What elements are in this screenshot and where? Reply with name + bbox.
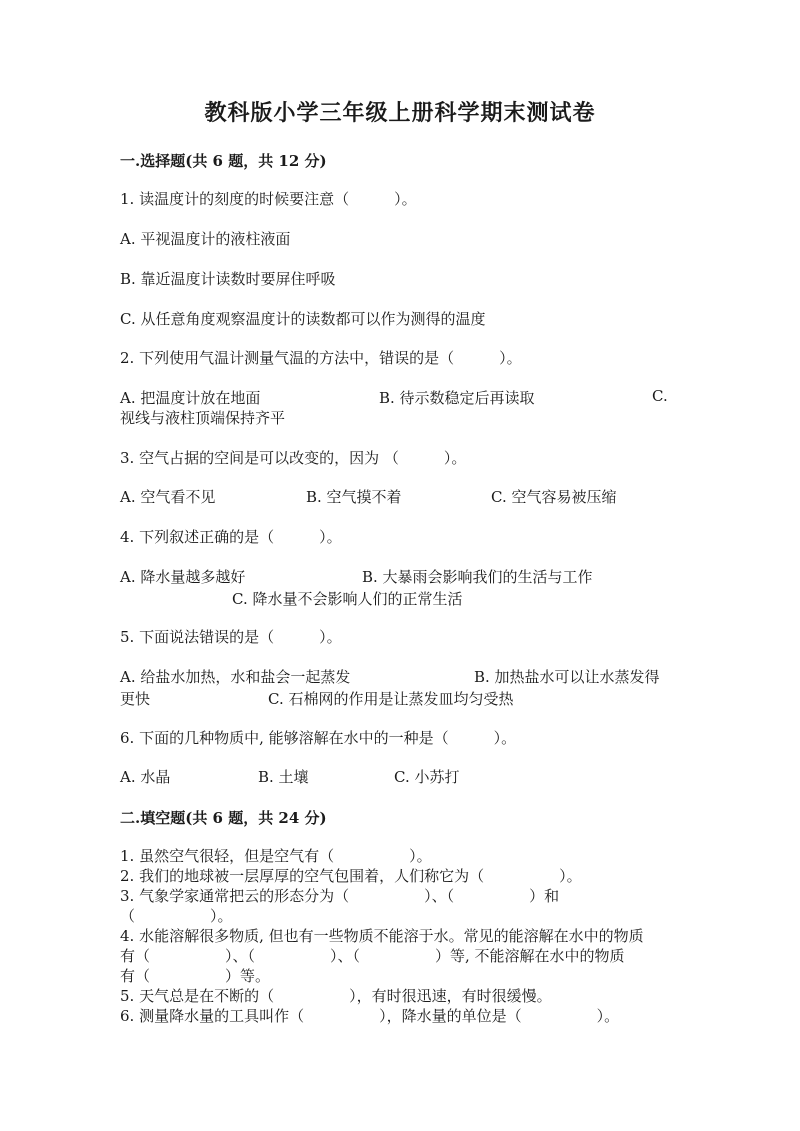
question-4-option-a: A. 降水量越多越好 [120,568,246,586]
question-3-stem: 3. 空气占据的空间是可以改变的，因为 （ ）。 [120,449,467,467]
question-3-option-c: C. 空气容易被压缩 [491,488,617,506]
question-4-stem: 4. 下列叙述正确的是（ ）。 [120,528,342,546]
question-6-option-c: C. 小苏打 [394,768,460,786]
fill-blank-line: 5. 天气总是在不断的（ ），有时很迅速，有时很缓慢。 [120,987,552,1005]
question-2-option-c-label: C. [652,387,668,405]
fill-blank-line: （ ）。 [120,907,233,925]
fill-blank-questions [120,846,680,1026]
question-1-option-b: B. 靠近温度计读数时要屏住呼吸 [120,270,336,288]
fill-blank-line: 1. 虽然空气很轻，但是空气有（ ）。 [120,847,432,865]
question-1-option-a: A. 平视温度计的液柱液面 [120,230,291,248]
question-5-option-c: C. 石棉网的作用是让蒸发皿均匀受热 [268,690,514,708]
fill-blank-line: 3. 气象学家通常把云的形态分为（ ）、（ ）和 [120,887,560,905]
fill-blank-line: 6. 测量降水量的工具叫作（ ），降水量的单位是（ ）。 [120,1007,620,1025]
question-3-option-b: B. 空气摸不着 [306,488,402,506]
question-2-option-a: A. 把温度计放在地面 [120,389,261,407]
question-4-option-c: C. 降水量不会影响人们的正常生活 [232,590,463,608]
question-5-stem: 5. 下面说法错误的是（ ）。 [120,628,342,646]
question-1-option-c: C. 从任意角度观察温度计的读数都可以作为测得的温度 [120,310,486,328]
question-3-option-a: A. 空气看不见 [120,488,216,506]
question-2-stem: 2. 下列使用气温计测量气温的方法中，错误的是（ ）。 [120,349,522,367]
question-6-stem: 6. 下面的几种物质中, 能够溶解在水中的一种是（ ）。 [120,729,517,747]
question-2-option-b: B. 待示数稳定后再读取 [379,389,535,407]
question-2-option-c-text: 视线与液柱顶端保持齐平 [120,409,286,427]
section-heading-fill-blank: 二.填空题(共 6 题，共 24 分) [120,809,327,827]
section-heading-choice: 一.选择题(共 6 题，共 12 分) [120,152,327,170]
question-5-option-a: A. 给盐水加热，水和盐会一起蒸发 [120,668,351,686]
fill-blank-line: 4. 水能溶解很多物质, 但也有一些物质不能溶于水。常见的能溶解在水中的物质 [120,927,644,945]
fill-blank-line: 有（ ）、（ ）、（ ）等, 不能溶解在水中的物质 [120,947,625,965]
fill-blank-line: 有（ ）等。 [120,967,271,985]
question-5-option-b-continued: 更快 [120,690,151,708]
question-5-option-b: B. 加热盐水可以让水蒸发得 [474,668,660,686]
fill-blank-line: 2. 我们的地球被一层厚厚的空气包围着，人们称它为（ ）。 [120,867,582,885]
question-6-option-b: B. 土壤 [258,768,309,786]
question-6-option-a: A. 水晶 [120,768,171,786]
page-title: 教科版小学三年级上册科学期末测试卷 [204,100,596,126]
question-4-option-b: B. 大暴雨会影响我们的生活与工作 [362,568,593,586]
question-1-stem: 1. 读温度计的刻度的时候要注意（ ）。 [120,190,417,208]
